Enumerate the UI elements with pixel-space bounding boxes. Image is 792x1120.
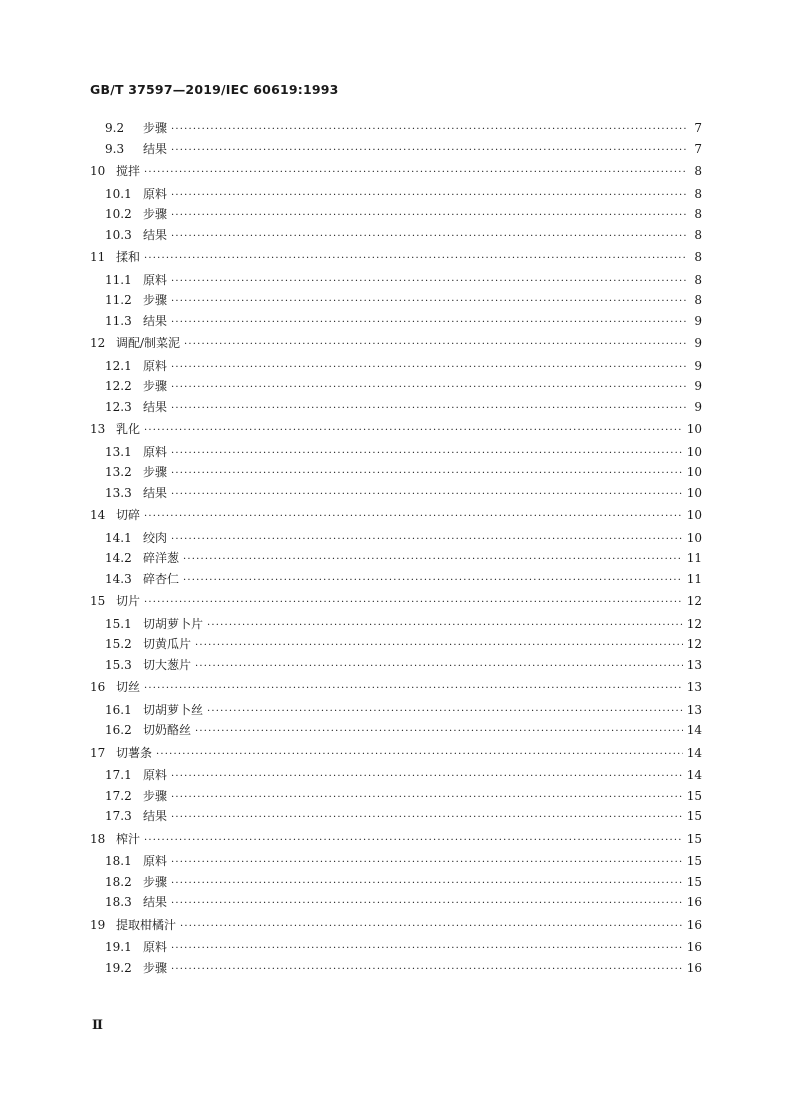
toc-page-number: 9 xyxy=(694,358,702,373)
toc-page-number: 13 xyxy=(686,657,702,672)
toc-subsection[interactable] xyxy=(105,571,702,587)
toc-subsection[interactable] xyxy=(105,186,702,202)
toc-page-number: 10 xyxy=(686,465,702,479)
toc-leader-dots xyxy=(156,747,683,763)
toc-number: 15.2 xyxy=(105,637,132,651)
toc-title: 步骤 xyxy=(143,960,168,975)
toc-number: 15.1 xyxy=(105,616,132,631)
toc-page-number: 10 xyxy=(686,508,702,522)
toc-subsection[interactable] xyxy=(105,808,702,824)
toc-page-number: 15 xyxy=(686,788,702,803)
toc-leader-dots xyxy=(195,724,683,740)
toc-leader-dots xyxy=(171,532,683,548)
toc-leader-dots xyxy=(171,360,686,376)
toc-subsection[interactable] xyxy=(105,141,702,157)
toc-title: 结果 xyxy=(143,313,168,328)
toc-title: 切黄瓜片 xyxy=(143,637,192,651)
toc-leader-dots xyxy=(144,595,683,611)
toc-number: 15.3 xyxy=(105,657,132,672)
toc-section[interactable] xyxy=(90,335,702,351)
toc-page-number: 8 xyxy=(694,227,702,242)
toc-leader-dots xyxy=(207,704,683,720)
toc-section[interactable] xyxy=(90,421,702,437)
toc-page-number: 12 xyxy=(686,616,702,631)
toc-title: 步骤 xyxy=(143,207,168,221)
toc-leader-dots xyxy=(171,208,686,224)
toc-number: 11.2 xyxy=(105,293,132,307)
toc-number: 18 xyxy=(90,831,106,846)
toc-leader-dots xyxy=(171,941,683,957)
toc-leader-dots xyxy=(171,487,683,503)
toc-leader-dots xyxy=(171,294,686,310)
toc-title: 原料 xyxy=(143,358,168,373)
toc-subsection[interactable] xyxy=(105,444,702,460)
toc-leader-dots xyxy=(171,315,686,331)
toc-title: 步骤 xyxy=(143,121,168,135)
toc-title: 切丝 xyxy=(116,680,141,694)
toc-subsection[interactable] xyxy=(105,894,702,910)
toc-page-number: 7 xyxy=(694,141,702,156)
toc-page-number: 8 xyxy=(694,272,702,287)
toc-leader-dots xyxy=(171,143,686,159)
toc-subsection[interactable] xyxy=(105,464,702,480)
toc-page-number: 14 xyxy=(686,723,702,737)
toc-leader-dots xyxy=(171,229,686,245)
toc-leader-dots xyxy=(171,769,683,785)
toc-page-number: 8 xyxy=(694,207,702,221)
toc-subsection[interactable] xyxy=(105,272,702,288)
toc-leader-dots xyxy=(171,962,683,978)
toc-title: 原料 xyxy=(143,186,168,201)
toc-title: 榨汁 xyxy=(116,831,141,846)
toc-number: 14.3 xyxy=(105,571,132,586)
toc-section[interactable] xyxy=(90,593,702,609)
toc-subsection[interactable] xyxy=(105,358,702,374)
toc-title: 步骤 xyxy=(143,788,168,803)
toc-number: 9.3 xyxy=(105,141,125,156)
toc-subsection[interactable] xyxy=(105,616,702,632)
toc-number: 16.1 xyxy=(105,702,132,717)
toc-number: 15 xyxy=(90,594,106,608)
toc-leader-dots xyxy=(207,618,683,634)
toc-number: 14 xyxy=(90,508,106,522)
toc-page-number: 15 xyxy=(686,874,702,889)
toc-leader-dots xyxy=(171,855,683,871)
toc-number: 12 xyxy=(90,336,106,350)
toc-title: 原料 xyxy=(143,940,168,954)
toc-page-number: 14 xyxy=(686,768,702,782)
toc-subsection[interactable] xyxy=(105,485,702,501)
toc-title: 原料 xyxy=(143,768,168,782)
toc-number: 10 xyxy=(90,164,106,178)
toc-page-number: 9 xyxy=(694,379,702,393)
toc-leader-dots xyxy=(144,165,686,181)
toc-subsection[interactable] xyxy=(105,722,702,738)
toc-number: 16 xyxy=(90,680,106,694)
toc-title: 搅拌 xyxy=(116,164,141,178)
toc-title: 结果 xyxy=(143,809,168,823)
toc-page-number: 11 xyxy=(686,551,702,565)
toc-page-number: 14 xyxy=(686,745,702,760)
toc-leader-dots xyxy=(144,833,683,849)
toc-page-number: 16 xyxy=(686,960,702,975)
toc-title: 切大葱片 xyxy=(143,657,192,672)
toc-page-number: 16 xyxy=(686,940,702,954)
toc-number: 19.2 xyxy=(105,960,132,975)
toc-number: 13.2 xyxy=(105,465,132,479)
toc-title: 提取柑橘汁 xyxy=(116,917,177,932)
toc-number: 18.2 xyxy=(105,874,132,889)
toc-number: 9.2 xyxy=(105,121,125,135)
toc-page-number: 8 xyxy=(694,164,702,178)
toc-page-number: 15 xyxy=(686,809,702,823)
toc-title: 碎杏仁 xyxy=(143,571,180,586)
toc-number: 14.2 xyxy=(105,551,132,565)
toc-number: 13.3 xyxy=(105,485,132,500)
toc-number: 13.1 xyxy=(105,444,132,459)
toc-page-number: 7 xyxy=(694,121,702,135)
toc-subsection[interactable] xyxy=(105,874,702,890)
toc-title: 切薯条 xyxy=(116,745,153,760)
toc-leader-dots xyxy=(183,552,683,568)
toc-subsection[interactable] xyxy=(105,767,702,783)
toc-section[interactable] xyxy=(90,249,702,265)
toc-number: 12.3 xyxy=(105,399,132,414)
toc-page-number: 10 xyxy=(686,485,702,500)
page-number: Ⅱ xyxy=(92,1018,103,1033)
toc-number: 17.1 xyxy=(105,768,132,782)
toc-page-number: 9 xyxy=(694,336,702,350)
toc-leader-dots xyxy=(171,810,683,826)
toc-subsection[interactable] xyxy=(105,530,702,546)
toc-number: 10.3 xyxy=(105,227,132,242)
toc-leader-dots xyxy=(171,380,686,396)
toc-page-number: 8 xyxy=(694,186,702,201)
toc-title: 结果 xyxy=(143,895,168,909)
toc-page-number: 13 xyxy=(686,702,702,717)
toc-number: 12.2 xyxy=(105,379,132,393)
toc-title: 结果 xyxy=(143,485,168,500)
toc-leader-dots xyxy=(184,337,686,353)
toc-page-number: 13 xyxy=(686,680,702,694)
toc-page-number: 15 xyxy=(686,854,702,868)
toc-page-number: 11 xyxy=(686,571,702,586)
toc-leader-dots xyxy=(171,790,683,806)
toc-page-number: 10 xyxy=(686,530,702,545)
toc-subsection[interactable] xyxy=(105,378,702,394)
toc-title: 碎洋葱 xyxy=(143,551,180,565)
toc-subsection[interactable] xyxy=(105,120,702,136)
toc-subsection[interactable] xyxy=(105,702,702,718)
toc-subsection[interactable] xyxy=(105,960,702,976)
toc-subsection[interactable] xyxy=(105,788,702,804)
toc-leader-dots xyxy=(144,509,683,525)
toc-number: 18.1 xyxy=(105,854,132,868)
toc-leader-dots xyxy=(171,188,686,204)
toc-subsection[interactable] xyxy=(105,853,702,869)
toc-number: 18.3 xyxy=(105,895,132,909)
toc-leader-dots xyxy=(171,122,686,138)
toc-title: 步骤 xyxy=(143,465,168,479)
toc-section[interactable] xyxy=(90,163,702,179)
toc-title: 结果 xyxy=(143,227,168,242)
toc-page-number: 15 xyxy=(686,831,702,846)
toc-number: 16.2 xyxy=(105,723,132,737)
toc-subsection[interactable] xyxy=(105,206,702,222)
toc-number: 10.1 xyxy=(105,186,132,201)
toc-title: 揉和 xyxy=(116,250,141,264)
toc-subsection[interactable] xyxy=(105,399,702,415)
toc-subsection[interactable] xyxy=(105,657,702,673)
toc-leader-dots xyxy=(171,401,686,417)
toc-title: 切片 xyxy=(116,594,141,608)
toc-leader-dots xyxy=(144,681,683,697)
toc-number: 13 xyxy=(90,422,106,436)
toc-subsection[interactable] xyxy=(105,227,702,243)
toc-number: 17.2 xyxy=(105,788,132,803)
toc-title: 步骤 xyxy=(143,874,168,889)
toc-number: 17.3 xyxy=(105,809,132,823)
toc-leader-dots xyxy=(144,423,683,439)
toc-subsection[interactable] xyxy=(105,550,702,566)
toc-title: 切胡萝卜片 xyxy=(143,616,204,631)
toc-title: 原料 xyxy=(143,444,168,459)
toc-page-number: 10 xyxy=(686,422,702,436)
toc-leader-dots xyxy=(195,659,683,675)
toc-leader-dots xyxy=(195,638,683,654)
toc-section[interactable] xyxy=(90,507,702,523)
toc-title: 绞肉 xyxy=(143,530,168,545)
toc-page-number: 10 xyxy=(686,444,702,459)
toc-title: 结果 xyxy=(143,399,168,414)
toc-subsection[interactable] xyxy=(105,292,702,308)
toc-number: 11.1 xyxy=(105,272,132,287)
toc-page-number: 12 xyxy=(686,594,702,608)
toc-leader-dots xyxy=(144,251,686,267)
toc-number: 19.1 xyxy=(105,940,132,954)
toc-leader-dots xyxy=(171,466,683,482)
toc-title: 切奶酪丝 xyxy=(143,723,192,737)
toc-number: 17 xyxy=(90,745,106,760)
toc-subsection[interactable] xyxy=(105,939,702,955)
toc-leader-dots xyxy=(180,919,683,935)
toc-page-number: 9 xyxy=(694,313,702,328)
toc-page-number: 16 xyxy=(686,917,702,932)
toc-leader-dots xyxy=(183,573,683,589)
toc-title: 切碎 xyxy=(116,508,141,522)
document-header: GB/T 37597—2019/IEC 60619:1993 xyxy=(90,82,339,97)
toc-title: 原料 xyxy=(143,854,168,868)
toc-leader-dots xyxy=(171,876,683,892)
toc-title: 结果 xyxy=(143,141,168,156)
toc-title: 原料 xyxy=(143,272,168,287)
toc-title: 步骤 xyxy=(143,379,168,393)
toc-title: 步骤 xyxy=(143,293,168,307)
toc-section[interactable] xyxy=(90,745,702,761)
toc-leader-dots xyxy=(171,446,683,462)
toc-title: 乳化 xyxy=(116,422,141,436)
toc-number: 12.1 xyxy=(105,358,132,373)
toc-page-number: 12 xyxy=(686,637,702,651)
toc-number: 11 xyxy=(90,250,106,264)
toc-page-number: 9 xyxy=(694,399,702,414)
toc-subsection[interactable] xyxy=(105,313,702,329)
toc-section[interactable] xyxy=(90,831,702,847)
toc-title: 切胡萝卜丝 xyxy=(143,702,204,717)
toc-page-number: 8 xyxy=(694,250,702,264)
toc-number: 10.2 xyxy=(105,207,132,221)
toc-title: 调配/制菜泥 xyxy=(116,336,181,350)
toc-number: 11.3 xyxy=(105,313,132,328)
toc-number: 14.1 xyxy=(105,530,132,545)
toc-page-number: 8 xyxy=(694,293,702,307)
toc-leader-dots xyxy=(171,274,686,290)
toc-leader-dots xyxy=(171,896,683,912)
toc-section[interactable] xyxy=(90,917,702,933)
toc-section[interactable] xyxy=(90,679,702,695)
toc-page-number: 16 xyxy=(686,895,702,909)
toc-subsection[interactable] xyxy=(105,636,702,652)
toc-number: 19 xyxy=(90,917,106,932)
